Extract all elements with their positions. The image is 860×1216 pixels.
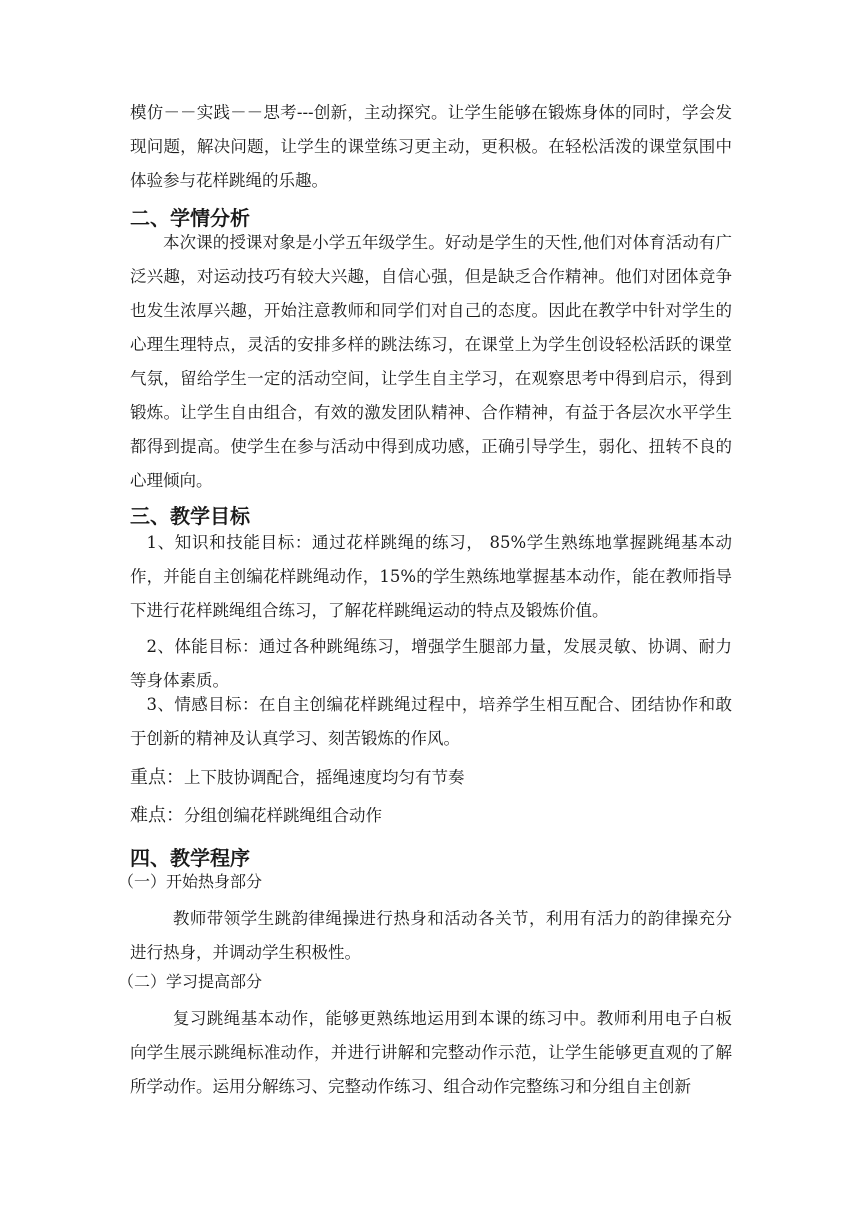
goal-physical: 2、体能目标：通过各种跳绳练习，增强学生腿部力量，发展灵敏、协调、耐力等身体素质。 [130, 637, 732, 690]
key-point-text: 上下肢协调配合，摇绳速度均匀有节奏 [184, 768, 465, 787]
part2-paragraph: 复习跳绳基本动作，能够更熟练地运用到本课的练习中。教师利用电子白板向学生展示跳绳标准动作，并进行讲解和完整动作示范，让学生能够更直观的了解所学动作。运用分解练习、完整动作练习、组合动作完整练习和分组自主创新 [130, 1009, 732, 1096]
difficulty-point [130, 802, 382, 830]
difficulty-text: 分组创编花样跳绳组合动作 [184, 806, 382, 825]
goal-knowledge-skill: 1、知识和技能目标：通过花样跳绳的练习， 85%学生熟练地掌握跳绳基本动作，并能自主创编花样跳绳动作，15%的学生熟练地掌握基本动作，能在教师指导下进行花样跳绳组合练习，了解花样跳绳运动的特点及锻炼价值。 [130, 533, 732, 620]
section-heading-teaching-goals: 三、教学目标 [130, 504, 250, 528]
part1-paragraph: 教师带领学生跳韵律绳操进行热身和活动各关节，利用有活力的韵律操充分进行热身，并调动学生积极性。 [130, 909, 732, 962]
intro-paragraph: 模仿－－实践－－思考---创新，主动探究。让学生能够在锻炼身体的同时，学会发现问题，解决问题，让学生的课堂练习更主动，更积极。在轻松活泼的课堂氛围中体验参与花样跳绳的乐趣。 [130, 103, 732, 190]
difficulty-label: 难点： [130, 805, 184, 826]
key-point-label: 重点： [130, 767, 184, 788]
part1-title: （一）开始热身部分 [118, 872, 263, 891]
part2-title: （二）学习提高部分 [118, 972, 263, 991]
section-heading-learner-analysis: 二、学情分析 [130, 206, 250, 230]
learner-analysis-paragraph: 本次课的授课对象是小学五年级学生。好动是学生的天性,他们对体育活动有广泛兴趣，对运动技巧有较大兴趣，自信心强，但是缺乏合作精神。他们对团体竞争也发生浓厚兴趣，开始注意教师和同学们对自己的态度。因此在教学中针对学生的心理生理特点，灵活的安排多样的跳法练习，在课堂上为学生创设轻松活跃的课堂气氛，留给学生一定的活动空间，让学生自主学习，在观察思考中得到启示，得到锻炼。让学生自由组合，有效的激发团队精神、合作精神，有益于各层次水平学生都得到提高。使学生在参与活动中得到成功感，正确引导学生，弱化、扭转不良的心理倾向。 [130, 233, 732, 490]
key-point [130, 764, 465, 792]
section-heading-teaching-procedure: 四、教学程序 [130, 846, 250, 870]
goal-emotional: 3、情感目标：在自主创编花样跳绳过程中，培养学生相互配合、团结协作和敢于创新的精神及认真学习、刻苦锻炼的作风。 [130, 695, 732, 748]
